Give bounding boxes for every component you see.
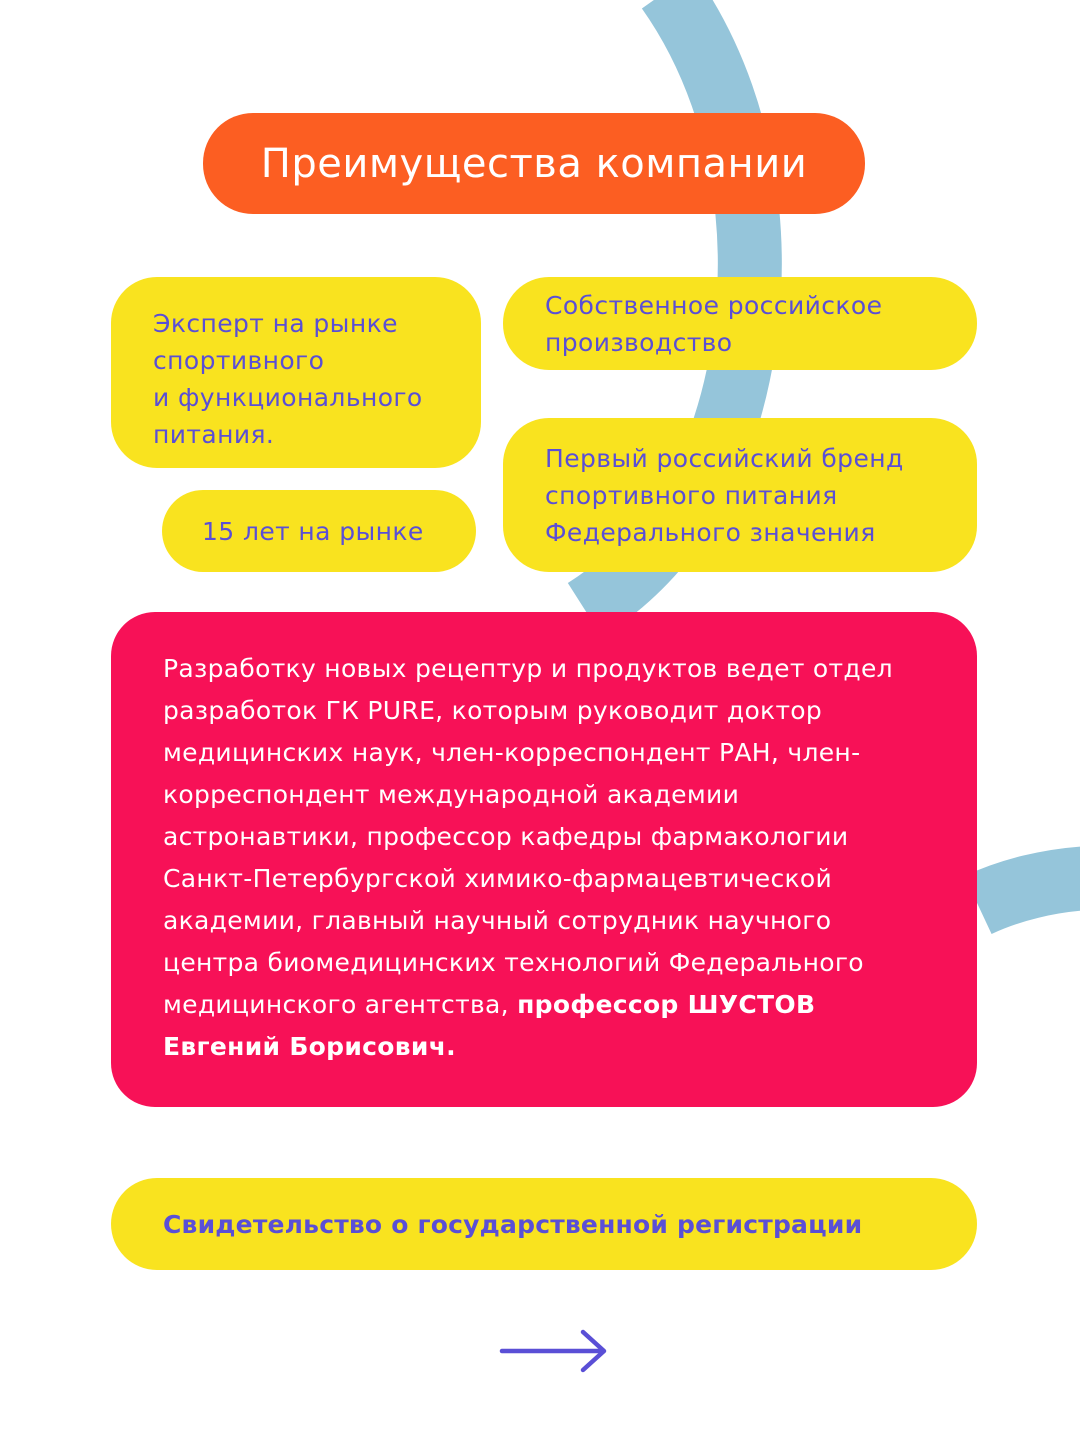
arrow-right-icon <box>498 1326 610 1376</box>
development-line: медицинских наук, член-корреспондент РАН, член- <box>163 738 861 767</box>
advantage-card-expert <box>111 277 481 468</box>
certificate-link[interactable] <box>111 1178 977 1270</box>
professor-name-part: профессор ШУСТОВ <box>517 990 816 1019</box>
development-line: разработок ГК PURE, которым руководит доктор <box>163 696 823 725</box>
advantage-card-own-production <box>503 277 977 370</box>
development-description-card <box>111 612 977 1107</box>
advantage-expert-line: Эксперт на рынке <box>153 309 398 338</box>
advantage-own-line: производство <box>545 328 733 357</box>
advantage-brand-line: спортивного питания <box>545 481 838 510</box>
advantage-brand-line: Федерального значения <box>545 518 876 547</box>
advantage-brand-line: Первый российский бренд <box>545 444 904 473</box>
page-title-text: Преимущества компании <box>260 140 808 187</box>
advantage-expert-line: и функционального <box>153 383 423 412</box>
advantage-years-text: 15 лет на рынке <box>202 516 424 546</box>
development-line: астронавтики, профессор кафедры фармакологии <box>163 822 849 851</box>
development-line: корреспондент международной академии <box>163 780 740 809</box>
advantage-card-brand <box>503 418 977 572</box>
professor-name-final: Евгений Борисович. <box>163 1032 456 1061</box>
advantage-card-years <box>162 490 476 572</box>
ring-arc-right <box>978 878 1080 905</box>
page-title <box>203 113 865 214</box>
advantage-expert-line: спортивного <box>153 346 325 375</box>
development-line-final <box>163 1026 947 1068</box>
advantage-expert-line: питания. <box>153 420 275 449</box>
next-arrow-button[interactable] <box>498 1326 610 1376</box>
development-line: Разработку новых рецептур и продуктов ведет отдел <box>163 654 893 683</box>
advantage-own-line: Собственное российское <box>545 291 883 320</box>
development-line: Санкт-Петербургской химико-фармацевтической <box>163 864 833 893</box>
development-line: центра биомедицинских технологий Федерального <box>163 948 864 977</box>
certificate-link-label: Свидетельство о государственной регистрации <box>163 1209 863 1239</box>
development-line-last <box>163 984 947 1026</box>
development-line-regular: медицинского агентства, <box>163 990 518 1019</box>
development-line: академии, главный научный сотрудник научного <box>163 906 832 935</box>
